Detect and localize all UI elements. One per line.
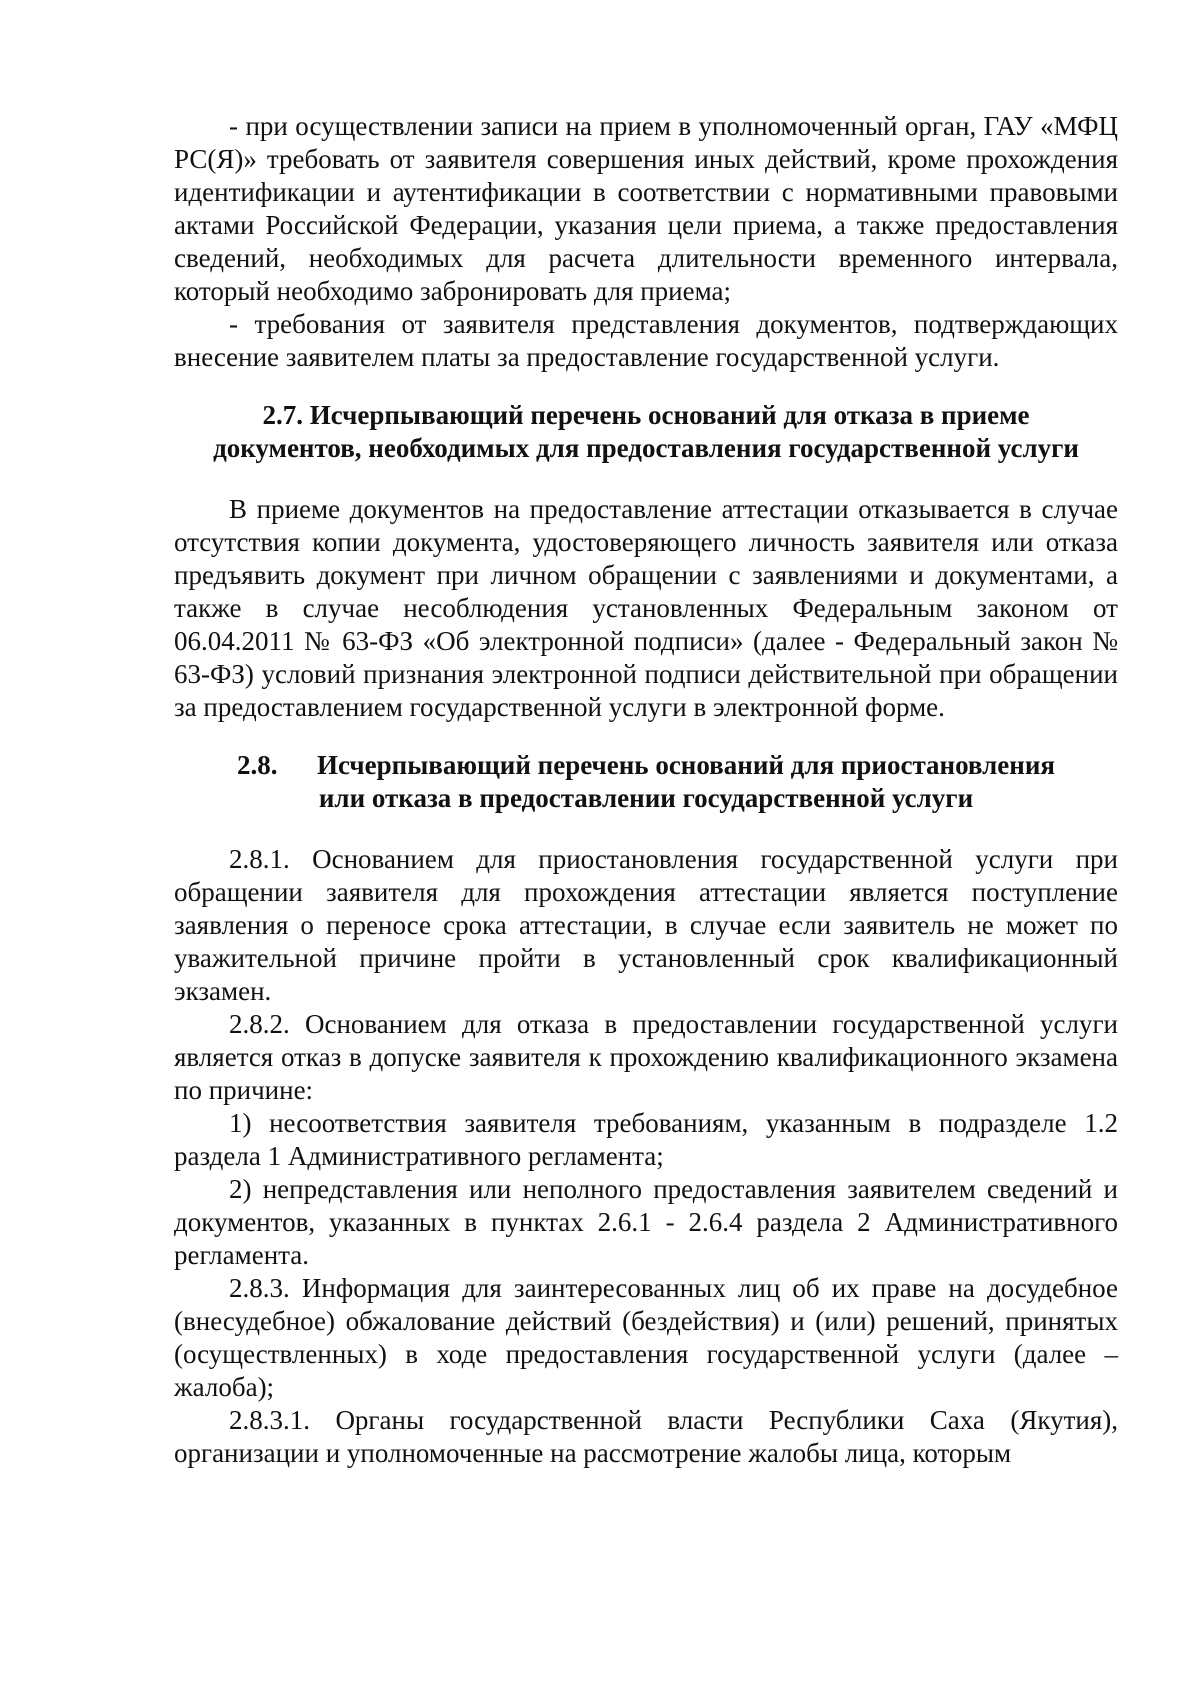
paragraph: 2.8.3.1. Органы государственной власти Республики Саха (Якутия), организации и уполномоченные на рассмотрение жалобы лица, которым [174,1405,1118,1468]
section-title-2-8 [174,749,1118,815]
document-page [174,110,1118,1470]
paragraph: 2.8.1. Основанием для приостановления государственной услуги при обращении заявителя для прохождения аттестации является поступление заявления о переносе срока аттестации, в случае если заявитель не может по уважительной причине пройти в установленный срок квалификационный экзамен. [174,844,1118,1006]
paragraph: В приеме документов на предоставление аттестации отказывается в случае отсутствия копии документа, удостоверяющего личность заявителя или отказа предъявить документ при личном обращении с заявлениями и документами, а также в случае несоблюдения установленных Федеральным законом от 06.04.2011 № 63-ФЗ «Об электронной подписи» (далее - Федеральный закон № 63-ФЗ) условий признания электронной подписи действительной при обращении за предоставлением государственной услуги в электронной форме. [174,494,1118,722]
section-title-line: документов, необходимых для предоставления государственной услуги [213,433,1079,463]
section-title-line: или отказа в предоставлении государственной услуги [318,783,974,813]
paragraph: - требования от заявителя представления документов, подтверждающих внесение заявителем платы за предоставление государственной услуги. [174,309,1118,372]
paragraph: 2.8.2. Основанием для отказа в предоставлении государственной услуги является отказ в допуске заявителя к прохождению квалификационного экзамена по причине: [174,1009,1118,1105]
section-title-line [174,749,1118,782]
paragraph: 2.8.3. Информация для заинтересованных лиц об их праве на досудебное (внесудебное) обжалование действий (бездействия) и (или) решений, принятых (осуществленных) в ходе предоставления государственной услуги (далее – жалоба); [174,1273,1118,1402]
section-title-2-7 [174,399,1118,465]
section-title-line: 2.7. Исчерпывающий перечень оснований для отказа в приеме [262,400,1030,430]
section-number: 2.8. [236,750,278,780]
section-title-text: Исчерпывающий перечень оснований для приостановления [316,750,1056,780]
paragraph: - при осуществлении записи на прием в уполномоченный орган, ГАУ «МФЦ РС(Я)» требовать от заявителя совершения иных действий, кроме прохождения идентификации и аутентификации в соответствии с нормативными правовыми актами Российской Федерации, указания цели приема, а также предоставления сведений, необходимых для расчета длительности временного интервала, который необходимо забронировать для приема; [174,111,1118,306]
paragraph: 2) непредставления или неполного предоставления заявителем сведений и документов, указанных в пунктах 2.6.1 - 2.6.4 раздела 2 Административного регламента. [174,1174,1118,1270]
paragraph: 1) несоответствия заявителя требованиям, указанным в подразделе 1.2 раздела 1 Административного регламента; [174,1108,1118,1171]
